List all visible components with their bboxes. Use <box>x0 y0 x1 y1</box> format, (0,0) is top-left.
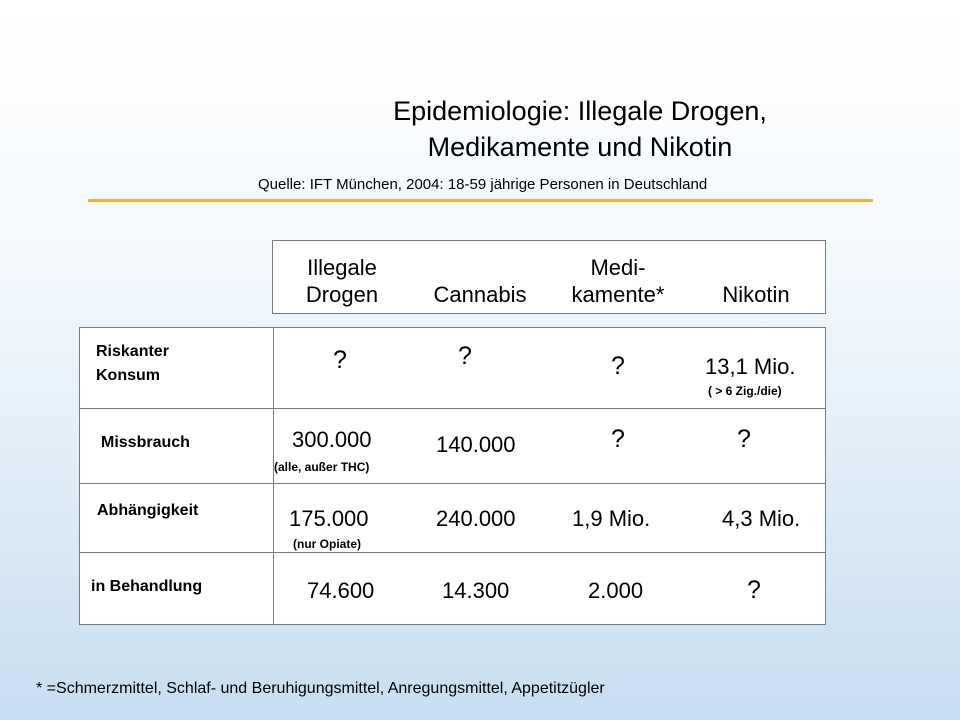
cell-missbrauch-nikotin: ? <box>737 425 751 453</box>
cell-riskant-illegale: ? <box>333 346 347 374</box>
column-header-illegale-drogen <box>273 254 411 308</box>
column-header-nikotin <box>687 281 825 308</box>
cell-riskant-medikamente: ? <box>611 352 625 380</box>
cell-riskant-nikotin-note: ( > 6 Zig./die) <box>708 384 782 398</box>
cell-missbrauch-medikamente: ? <box>611 425 625 453</box>
cell-abhaengigkeit-cannabis: 240.000 <box>436 506 516 531</box>
column-divider <box>273 328 274 624</box>
cell-missbrauch-illegale: 300.000 <box>292 427 372 452</box>
row-label-in-behandlung: in Behandlung <box>91 578 203 595</box>
page-title <box>200 93 960 165</box>
cell-abhaengigkeit-illegale: 175.000 <box>289 506 369 531</box>
cell-behandlung-illegale: 74.600 <box>307 578 375 603</box>
column-header-line: Medi- <box>590 255 646 280</box>
column-header-line: Cannabis <box>433 282 527 307</box>
cell-behandlung-medikamente: 2.000 <box>588 578 644 603</box>
cell-abhaengigkeit-medikamente: 1,9 Mio. <box>572 506 651 531</box>
row-label-line: Riskanter <box>96 343 169 360</box>
row-label-abhaengigkeit: Abhängigkeit <box>97 502 199 519</box>
row-label-line: Konsum <box>96 367 160 384</box>
cell-abhaengigkeit-nikotin: 4,3 Mio. <box>722 506 801 531</box>
title-line-2: Medikamente und Nikotin <box>427 132 733 162</box>
row-label-riskanter-konsum <box>96 340 169 388</box>
column-header-line: Drogen <box>305 282 379 307</box>
cell-riskant-cannabis: ? <box>458 342 472 370</box>
column-header-box <box>272 240 826 314</box>
column-header-cannabis <box>411 281 549 308</box>
column-header-medikamente <box>549 254 687 308</box>
column-header-line: Nikotin <box>722 282 790 307</box>
cell-behandlung-cannabis: 14.300 <box>442 578 510 603</box>
cell-missbrauch-illegale-note: (alle, außer THC) <box>274 460 370 474</box>
row-divider <box>80 483 825 484</box>
cell-missbrauch-cannabis: 140.000 <box>436 432 516 457</box>
cell-abhaengigkeit-illegale-note: (nur Opiate) <box>293 537 361 551</box>
cell-riskant-nikotin: 13,1 Mio. <box>705 354 796 379</box>
row-label-missbrauch: Missbrauch <box>101 434 190 451</box>
title-divider <box>88 199 873 202</box>
cell-behandlung-nikotin: ? <box>747 576 761 604</box>
row-divider <box>80 552 825 553</box>
source-citation: Quelle: IFT München, 2004: 18-59 jährige Personen in Deutschland <box>258 176 708 193</box>
row-divider <box>80 408 825 409</box>
column-header-line: kamente* <box>571 282 665 307</box>
title-line-1: Epidemiologie: Illegale Drogen, <box>393 96 767 126</box>
column-header-line: Illegale <box>307 255 377 280</box>
footnote: * =Schmerzmittel, Schlaf- und Beruhigungsmittel, Anregungsmittel, Appetitzügler <box>36 680 605 697</box>
